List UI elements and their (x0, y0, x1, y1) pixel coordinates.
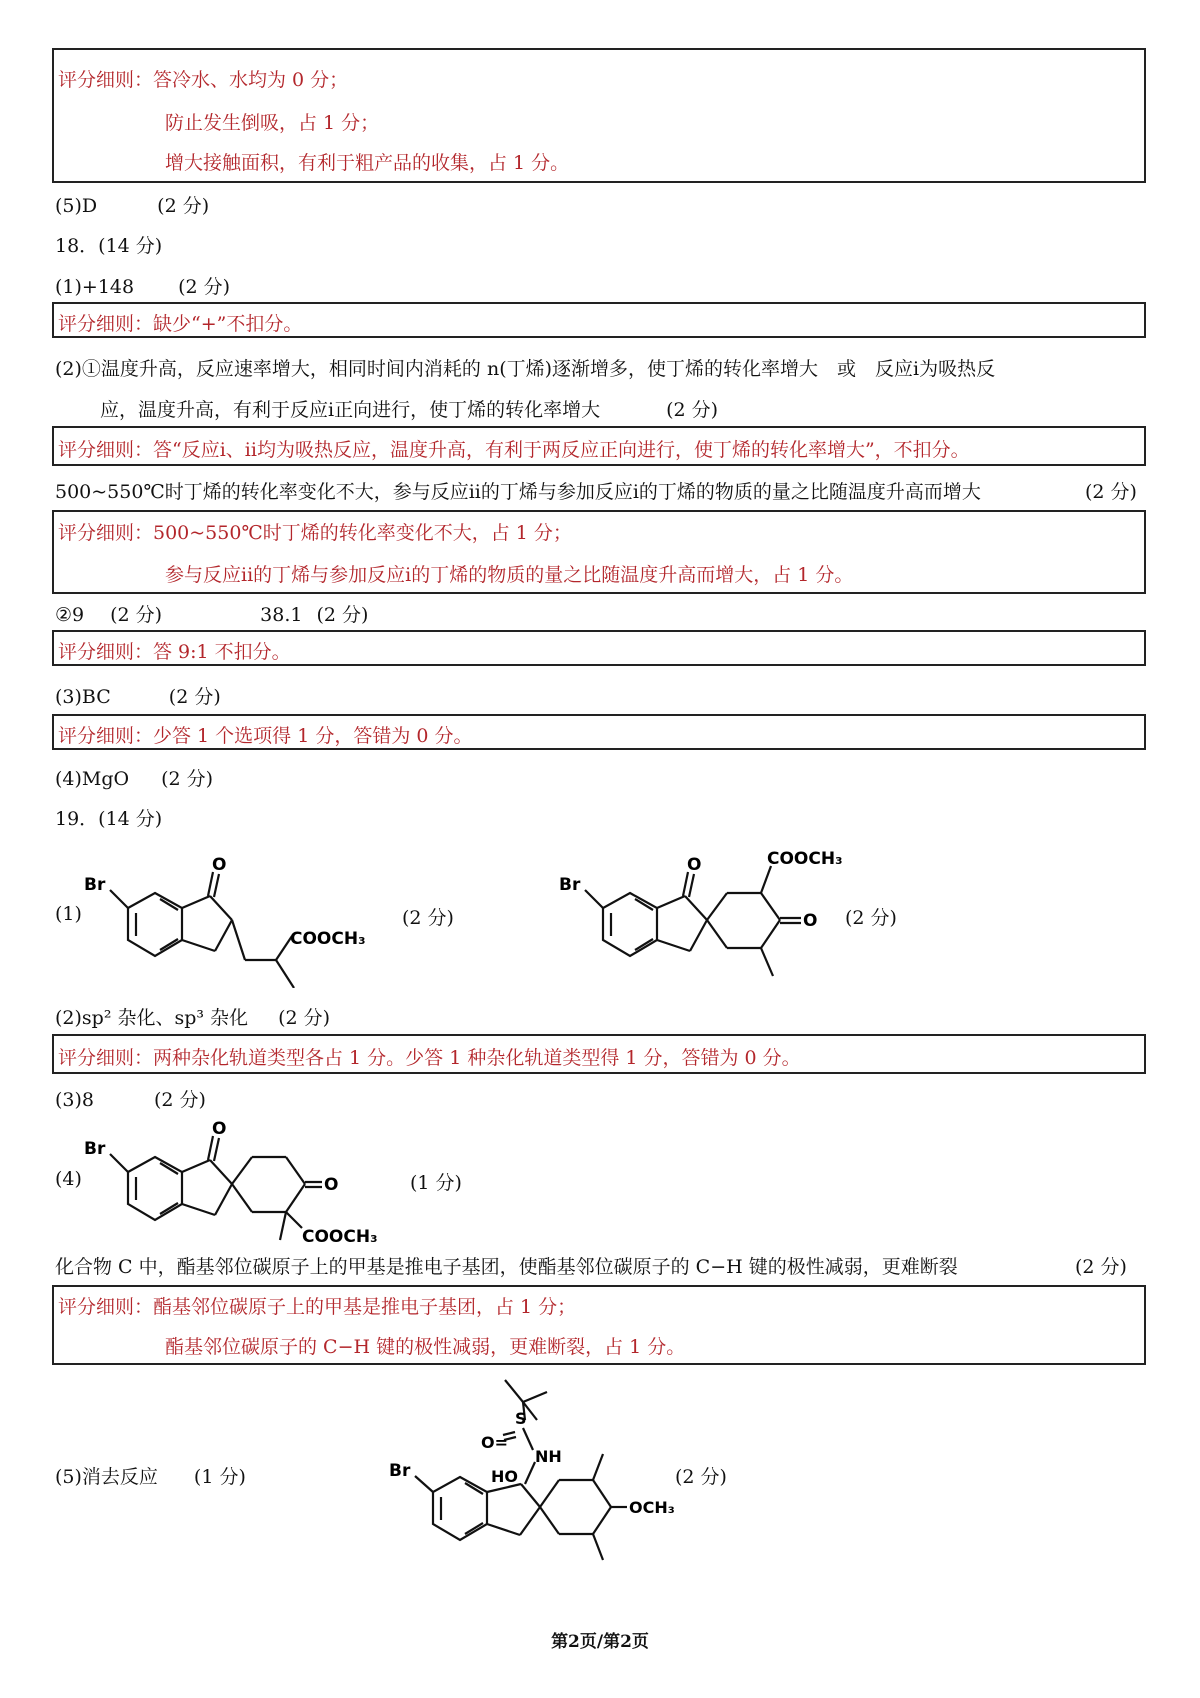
question-18-head: 18．(14 分) (55, 235, 163, 257)
cooch3-label: COOCH₃ (767, 849, 843, 869)
scoring-text: 评分细则：答冷水、水均为 0 分； (58, 69, 349, 91)
scoring-text: 增大接触面积，有利于粗产品的收集，占 1 分。 (165, 152, 570, 174)
scoring-text: 评分细则：答“反应i、ii均为吸热反应，温度升高，有利于两反应正向进行，使丁烯的转化率增大”，不扣分。 (58, 439, 970, 461)
answer-18-2b: 500~550℃时丁烯的转化率变化不大，参与反应ii的丁烯与参加反应i的丁烯的物质的量之比随温度升高而增大 (55, 481, 981, 503)
cooch3-label: COOCH₃ (290, 929, 366, 949)
answer-19-4-text: 化合物 C 中，酯基邻位碳原子上的甲基是推电子基团，使酯基邻位碳原子的 C−H 键的极性减弱，更难断裂 (55, 1256, 958, 1278)
och3-label: OCH₃ (629, 1498, 675, 1517)
answer-19-3: (3)8 (2 分) (55, 1089, 206, 1111)
s-label: S (515, 1409, 527, 1428)
question-19-head: 19．(14 分) (55, 808, 163, 830)
o-label: O (803, 911, 818, 931)
scoring-text: 评分细则：少答 1 个选项得 1 分，答错为 0 分。 (58, 725, 473, 747)
cooch3-label: COOCH₃ (302, 1227, 378, 1247)
ho-label: HO (491, 1467, 518, 1486)
br-label: Br (84, 875, 106, 895)
molecule-bonds (585, 866, 801, 976)
points: (2 分) (675, 1466, 727, 1488)
points: (2 分) (845, 907, 897, 929)
scoring-text: 参与反应ii的丁烯与参加反应i的丁烯的物质的量之比随温度升高而增大，占 1 分。 (165, 564, 854, 586)
answer-19-2: (2)sp² 杂化、sp³ 杂化 (2 分) (55, 1007, 331, 1029)
structure-19-4 (80, 1112, 400, 1252)
page-footer: 第2页/第2页 (551, 1632, 649, 1652)
br-label: Br (84, 1139, 106, 1159)
o-eq-label: O= (481, 1433, 509, 1452)
label-19-1: (1) (55, 903, 82, 925)
answer-18-2c: ②9 (2 分) 38.1 (2 分) (55, 604, 369, 626)
scoring-text: 评分细则：两种杂化轨道类型各占 1 分。少答 1 种杂化轨道类型得 1 分，答错为 0 分。 (58, 1047, 801, 1069)
scoring-text: 防止发生倒吸，占 1 分； (165, 112, 380, 134)
o-label: O (212, 855, 227, 875)
scoring-text: 评分细则：酯基邻位碳原子上的甲基是推电子基团，占 1 分； (58, 1296, 577, 1318)
answer-18-2a-cont: 应，温度升高，有利于反应i正向进行，使丁烯的转化率增大 (2 分) (100, 399, 719, 421)
molecule-bonds (415, 1380, 627, 1560)
points: (1 分) (410, 1172, 462, 1194)
molecule-bonds (110, 1136, 322, 1240)
molecule-bonds (110, 872, 294, 988)
answer-18-1: (1)+148 (2 分) (55, 276, 231, 298)
points: (2 分) (402, 907, 454, 929)
o-label: O (687, 855, 702, 875)
scoring-text: 评分细则：缺少“+”不扣分。 (58, 313, 303, 335)
answer-18-2a: (2)①温度升高，反应速率增大，相同时间内消耗的 n(丁烯)逐渐增多，使丁烯的转化率增大 或 反应i为吸热反 (55, 358, 996, 380)
answer-17-5: (5)D (2 分) (55, 195, 210, 217)
label-19-4: (4) (55, 1168, 82, 1190)
scoring-text: 评分细则：答 9:1 不扣分。 (58, 641, 291, 663)
br-label: Br (559, 875, 581, 895)
answer-18-4: (4)MgO (2 分) (55, 768, 214, 790)
points: (2 分) (1075, 1256, 1127, 1278)
o-label: O (212, 1119, 227, 1139)
scoring-text: 酯基邻位碳原子的 C−H 键的极性减弱，更难断裂，占 1 分。 (165, 1336, 686, 1358)
structure-19-1-a (80, 848, 400, 988)
o-label: O (324, 1175, 339, 1195)
nh-label: NH (535, 1447, 562, 1466)
scoring-text: 评分细则：500~550℃时丁烯的转化率变化不大，占 1 分； (58, 522, 572, 544)
structure-19-5 (385, 1372, 705, 1572)
answer-18-3: (3)BC (2 分) (55, 686, 221, 708)
answer-19-5: (5)消去反应 (1 分) (55, 1466, 246, 1488)
structure-19-1-b (555, 848, 875, 988)
br-label: Br (389, 1461, 411, 1481)
points: (2 分) (1085, 481, 1137, 503)
